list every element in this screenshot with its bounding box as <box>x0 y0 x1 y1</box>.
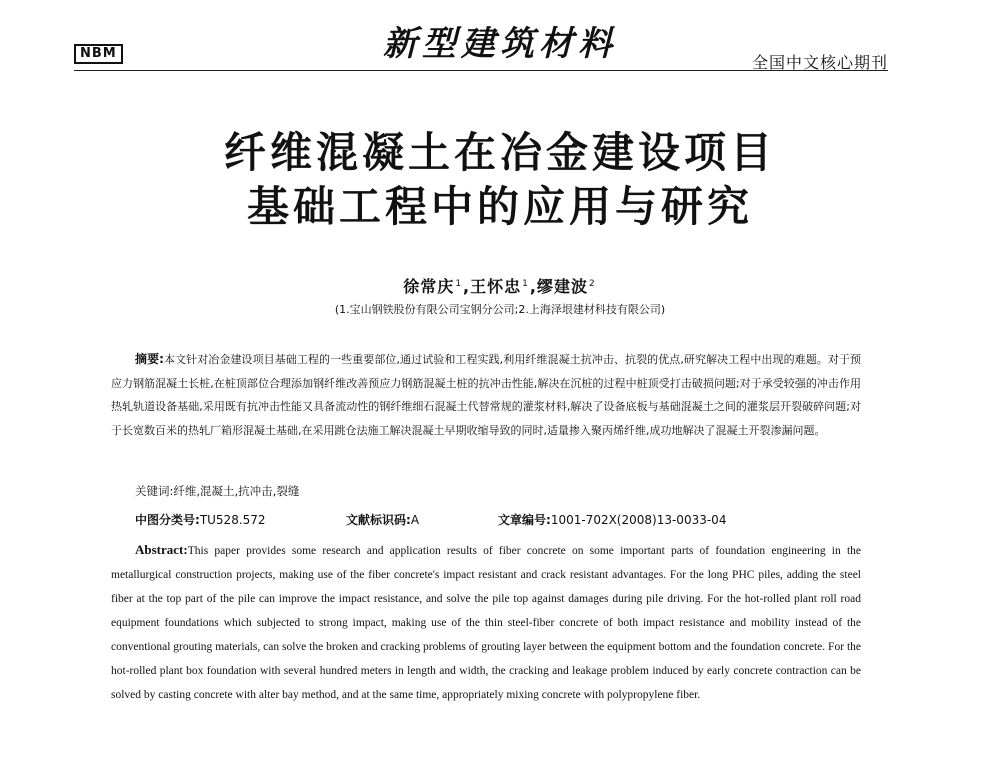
article-number-label: 文章编号: <box>498 513 551 527</box>
title-line-2: 基础工程中的应用与研究 <box>246 182 753 231</box>
author-affiliation-mark: 1 <box>522 278 529 289</box>
clc-number <box>135 511 266 528</box>
clc-label: 中图分类号: <box>135 513 200 527</box>
keywords-label: 关键词: <box>135 484 174 498</box>
chinese-abstract-text: 本文针对冶金建设项目基础工程的一些重要部位,通过试验和工程实践,利用纤维混凝土抗冲击、抗裂的优点,研究解决工程中出现的难题。对于预应力钢筋混凝土长桩,在桩顶部位合理添加钢纤维改善预应力钢筋混凝土桩的抗冲击性能,解决在沉桩的过程中桩顶受打击破损问题;对于承受较强的冲击作用热轧轨道设备基础,采用既有抗冲击性能又具备流动性的钢纤维细石混凝土代替常规的灌浆材料,解决了设备底板与基础混凝土之间的灌浆层开裂破碎问题;对于长宽数百米的热轧厂箱形混凝土基础,在采用跳仓法施工解决混凝土早期收缩导致的同时,适量掺入聚丙烯纤维,成功地解决了混凝土开裂渗漏问题。 <box>111 353 861 437</box>
author-affiliation: (1.宝山钢铁股份有限公司宝钢分公司;2.上海泽垠建材科技有限公司) <box>334 303 666 316</box>
document-code <box>346 511 419 528</box>
author-affiliation-mark: 1 <box>455 278 463 289</box>
article-number <box>498 511 726 528</box>
keywords-text: 纤维,混凝土,抗冲击,裂缝 <box>173 484 300 498</box>
article-number-value: 1001-702X(2008)13-0033-04 <box>550 513 727 527</box>
author-name: 徐常庆 <box>403 277 455 296</box>
core-journal-label: 全国中文核心期刊 <box>751 53 888 72</box>
article-title <box>0 126 1000 234</box>
chinese-abstract <box>111 348 861 442</box>
author-name: 缪建波 <box>536 277 588 296</box>
chinese-abstract-label: 摘要: <box>135 352 164 366</box>
author-name: 王怀忠 <box>470 277 522 296</box>
header-rule <box>74 70 888 71</box>
title-line-1: 纤维混凝土在冶金建设项目 <box>223 128 776 177</box>
document-code-value: A <box>410 513 420 527</box>
journal-masthead: 新型建筑材料 <box>383 24 617 64</box>
author-affiliation-mark: 2 <box>588 278 596 289</box>
keywords <box>135 483 299 499</box>
english-abstract-label: Abstract: <box>135 542 188 557</box>
document-code-label: 文献标识码: <box>346 513 411 527</box>
english-abstract <box>111 538 861 760</box>
author-list: 徐常庆$^1$,王怀忠$^1$,缪建波$^2$ <box>403 277 596 296</box>
journal-logo: NBM <box>74 44 123 64</box>
clc-value: TU528.572 <box>199 513 266 527</box>
english-abstract-text: This paper provides some research and application results of fiber concrete on some important parts of foundation engineering in the metallurgical construction projects, making use of the fiber concrete's impact resistant and crack resistant advantages. For the long PHC piles, adding the steel fiber at the top part of the pile can improve the impact resistance, and solve the pile top against damages during pile driving. For the hot-rolled plant roll road equipment foundations which subjected to strong impact, making use of the thin steel-fiber concrete of both impact resistance and mobility instead of the conventional grouting materials, can solve the broken and cracking problems of grouting layer between the equipment bottom and the foundation concrete. For the hot-rolled plant box foundation with several hundred meters in length and width, the cracking and leakage problem induced by early concrete contraction can be solved by casting concrete with alter bay method, and at the same time, appropriately mixing concrete with polypropylene fiber. <box>111 545 861 701</box>
